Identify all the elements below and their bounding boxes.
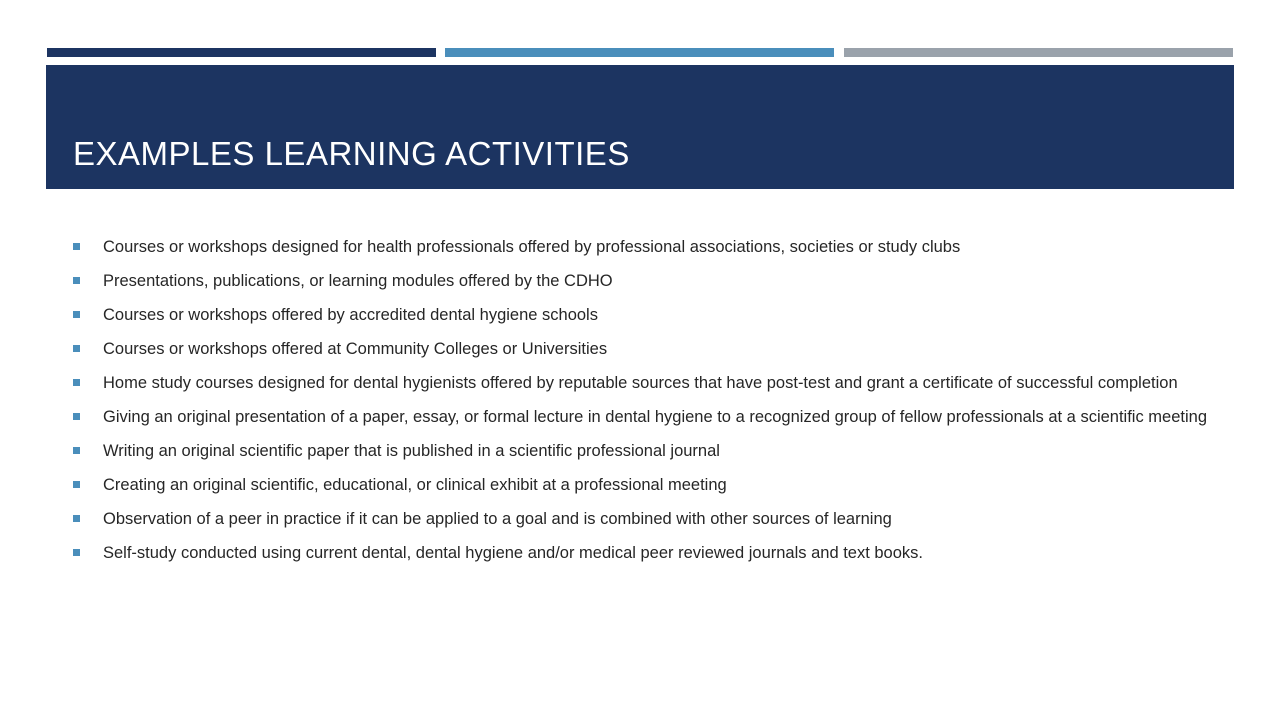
square-bullet-icon [73, 515, 80, 522]
bullet-item [73, 542, 1213, 564]
bullet-item [73, 236, 1213, 258]
accent-bar-dark [47, 48, 436, 57]
accent-bar-mid [445, 48, 834, 57]
bullet-item [73, 440, 1213, 462]
title-band [46, 65, 1234, 189]
slide-title: EXAMPLES LEARNING ACTIVITIES [73, 135, 630, 172]
bullet-item [73, 338, 1213, 360]
square-bullet-icon [73, 277, 80, 284]
square-bullet-icon [73, 311, 80, 318]
square-bullet-icon [73, 549, 80, 556]
square-bullet-icon [73, 481, 80, 488]
bullet-item [73, 372, 1213, 394]
bullet-text: Writing an original scientific paper that is published in a scientific professional journal [103, 442, 720, 460]
bullet-item [73, 406, 1213, 428]
square-bullet-icon [73, 243, 80, 250]
square-bullet-icon [73, 447, 80, 454]
bullet-text: Self-study conducted using current dental, dental hygiene and/or medical peer reviewed journals and text books. [103, 544, 923, 562]
bullet-item [73, 270, 1213, 292]
bullet-text: Giving an original presentation of a paper, essay, or formal lecture in dental hygiene to a recognized group of fellow professionals at a scientific meeting [103, 408, 1207, 426]
bullet-text: Home study courses designed for dental hygienists offered by reputable sources that have post-test and grant a certificate of successful completion [103, 374, 1178, 392]
bullet-list [73, 236, 1213, 576]
square-bullet-icon [73, 379, 80, 386]
bullet-text: Creating an original scientific, educational, or clinical exhibit at a professional meeting [103, 476, 727, 494]
bullet-item [73, 508, 1213, 530]
accent-bar-gray [844, 48, 1233, 57]
bullet-text: Courses or workshops designed for health professionals offered by professional associations, societies or study clubs [103, 238, 961, 256]
bullet-text: Courses or workshops offered by accredited dental hygiene schools [103, 306, 598, 324]
square-bullet-icon [73, 345, 80, 352]
square-bullet-icon [73, 413, 80, 420]
bullet-item [73, 474, 1213, 496]
bullet-text: Presentations, publications, or learning modules offered by the CDHO [103, 272, 613, 290]
bullet-text: Courses or workshops offered at Community Colleges or Universities [103, 340, 608, 358]
bullet-text: Observation of a peer in practice if it can be applied to a goal and is combined with other sources of learning [103, 510, 892, 528]
bullet-item [73, 304, 1213, 326]
